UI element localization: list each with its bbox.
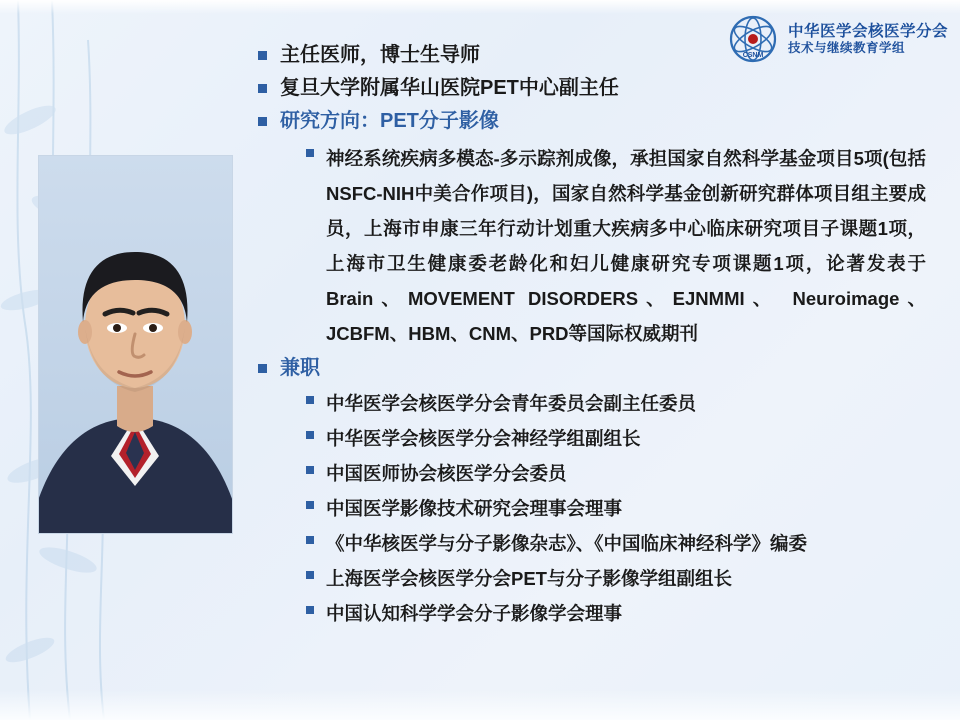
square-bullet-icon	[306, 396, 314, 404]
bullet-text: 复旦大学附属华山医院PET中心副主任	[280, 77, 619, 99]
square-bullet-icon	[306, 466, 314, 474]
square-bullet-icon	[306, 606, 314, 614]
appointment-text: 中国医师协会核医学分会委员	[326, 463, 567, 484]
bullet-item-title-2	[258, 75, 948, 101]
square-bullet-icon	[258, 364, 267, 373]
square-bullet-icon	[306, 149, 314, 157]
bullet-item-title-1	[258, 42, 948, 68]
appointments-heading: 兼职	[280, 357, 320, 379]
appointment-text: 《中华核医学与分子影像杂志》、《中国临床神经科学》编委	[326, 533, 808, 554]
research-paragraph-item	[258, 141, 948, 351]
bullet-text: 主任医师，博士生导师	[280, 44, 480, 66]
list-item	[258, 493, 948, 524]
portrait-photo	[38, 155, 233, 534]
slide-content	[258, 42, 948, 633]
list-item	[258, 563, 948, 594]
appointment-text: 中国医学影像技术研究会理事会理事	[326, 498, 623, 519]
square-bullet-icon	[306, 536, 314, 544]
bullet-item-research-direction	[258, 108, 948, 134]
appointment-text: 中国认知科学学会分子影像学会理事	[326, 603, 623, 624]
square-bullet-icon	[258, 117, 267, 126]
list-item	[258, 388, 948, 419]
bottom-fade	[0, 690, 960, 720]
appointment-text: 上海医学会核医学分会PET与分子影像学组副组长	[326, 568, 732, 589]
research-paragraph-text: 神经系统疾病多模态-多示踪剂成像，承担国家自然科学基金项目5项(包括NSFC-NIH中美合作项目)，国家自然科学基金创新研究群体项目组主要成员，上海市申康三年行动计划重大疾病多中心临床研究项目子课题1项，上海市卫生健康委老龄化和妇儿健康研究专项课题1项，论著发表于Brain、MOVEMENT DISORDERS、EJNMMI、 Neuroimage、JCBFM、HBM、CNM、PRD等国际权威期刊	[326, 148, 926, 344]
list-item	[258, 458, 948, 489]
appointment-text: 中华医学会核医学分会神经学组副组长	[326, 428, 641, 449]
square-bullet-icon	[258, 84, 267, 93]
square-bullet-icon	[306, 431, 314, 439]
list-item	[258, 598, 948, 629]
appointment-text: 中华医学会核医学分会青年委员会副主任委员	[326, 393, 697, 414]
list-item	[258, 528, 948, 559]
square-bullet-icon	[258, 51, 267, 60]
square-bullet-icon	[306, 571, 314, 579]
svg-text:CSNM: CSNM	[742, 52, 764, 59]
bullet-text: 研究方向：PET分子影像	[280, 110, 499, 132]
square-bullet-icon	[306, 501, 314, 509]
appointments-heading-item	[258, 355, 948, 381]
logo-title-line2: 技术与继续教育学组	[788, 40, 906, 55]
list-item	[258, 423, 948, 454]
logo-title-line1: 中华医学会核医学分会	[788, 22, 949, 40]
